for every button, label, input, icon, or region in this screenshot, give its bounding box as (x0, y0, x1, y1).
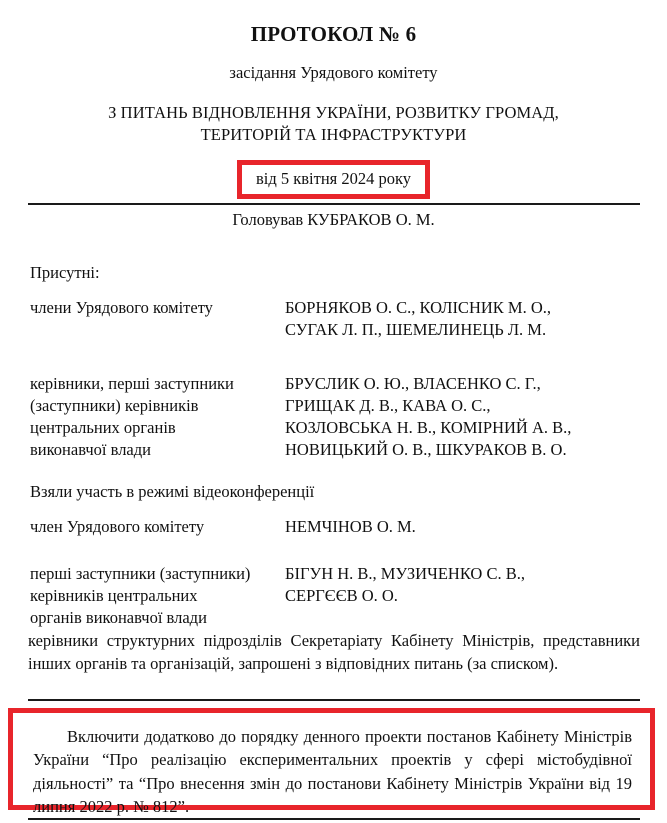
document-date-highlight: від 5 квітня 2024 року (237, 160, 430, 200)
document-scope-line-1: З ПИТАНЬ ВІДНОВЛЕННЯ УКРАЇНИ, РОЗВИТКУ ГРОМАД, (108, 102, 559, 122)
role-line: центральних органів (30, 418, 176, 438)
document-scope (0, 102, 667, 146)
resolution-highlight-box (8, 708, 655, 817)
document-date-row (0, 160, 667, 200)
videoconference-group-deputies (30, 563, 667, 629)
videoconference-role-label (30, 516, 285, 538)
attendees-heading: Присутні: (30, 263, 100, 282)
name-line: БРУСЛИК О. Ю., ВЛАСЕНКО С. Г., (285, 374, 541, 394)
resolution-paragraph: Включити додатково до порядку денного проекти постанов Кабінету Міністрів України “Про реалізацію експериментальних проектів у сфері містобудівної діяльності” та “Про внесення змін до постанови Кабінету Міністрів України від 19 липня 2022 р. № 812”. (33, 727, 632, 817)
videoconference-heading: Взяли участь в режимі відеоконференції (30, 482, 315, 502)
name-line: КОЗЛОВСЬКА Н. В., КОМІРНИЙ А. В., (285, 418, 572, 438)
attendee-names (285, 373, 667, 461)
videoconference-names (285, 516, 667, 538)
role-line: виконавчої влади (30, 440, 151, 460)
attendee-group-committee-members (30, 297, 667, 341)
divider-middle (28, 699, 640, 701)
attendee-names (285, 297, 667, 341)
role-line: член Урядового комітету (30, 516, 205, 536)
name-line: БОРНЯКОВ О. С., КОЛІСНИК М. О., (285, 298, 551, 318)
other-participants-paragraph: керівники структурних підрозділів Секретаріату Кабінету Міністрів, представники інших органів та організацій, запрошені з відповідних питань (за списком). (28, 631, 640, 674)
participants-area (0, 262, 667, 629)
attendee-role-label (30, 297, 285, 341)
videoconference-group-committee-member (30, 516, 667, 538)
role-line: органів виконавчої влади (30, 608, 207, 628)
name-line: СУГАК Л. П., ШЕМЕЛИНЕЦЬ Л. М. (285, 320, 547, 340)
document-subtitle: засідання Урядового комітету (229, 63, 438, 83)
role-line: (заступники) керівників (30, 396, 199, 416)
role-line: перші заступники (заступники) (30, 564, 251, 584)
document-page (0, 22, 667, 823)
document-scope-line-2: ТЕРИТОРІЙ ТА ІНФРАСТРУКТУРИ (200, 124, 467, 144)
attendee-role-label (30, 373, 285, 461)
name-line: НОВИЦЬКИЙ О. В., ШКУРАКОВ В. О. (285, 440, 567, 460)
role-line: члени Урядового комітету (30, 298, 213, 318)
name-line: БІГУН Н. В., МУЗИЧЕНКО С. В., (285, 564, 525, 584)
name-line: СЕРГЄЄВ О. О. (285, 586, 398, 606)
attendee-group-executive-heads (30, 373, 667, 461)
role-line: керівники, перші заступники (30, 374, 234, 394)
chairman-line: Головував КУБРАКОВ О. М. (232, 210, 435, 229)
name-line: ГРИЩАК Д. В., КАВА О. С., (285, 396, 491, 416)
videoconference-names (285, 563, 667, 629)
page-title: ПРОТОКОЛ № 6 (250, 22, 417, 46)
name-line: НЕМЧІНОВ О. М. (285, 516, 416, 536)
role-line: керівників центральних (30, 586, 198, 606)
divider-top (28, 203, 640, 205)
videoconference-role-label (30, 563, 285, 629)
